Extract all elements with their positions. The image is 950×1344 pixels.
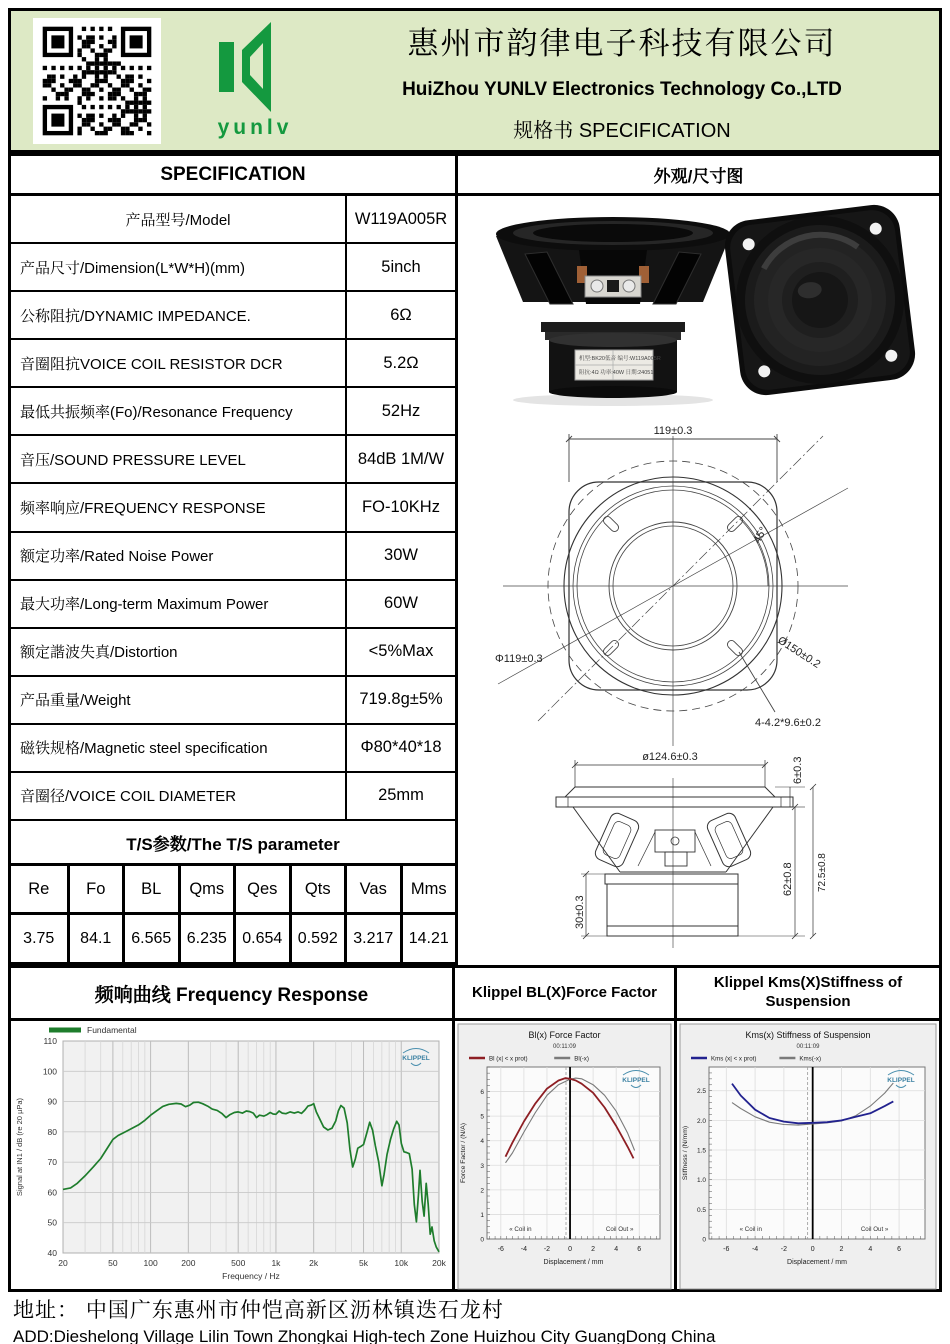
speaker-front-photo — [722, 202, 918, 398]
svg-text:2: 2 — [480, 1187, 484, 1195]
ts-value-cell: 6.565 — [122, 915, 178, 962]
svg-text:0: 0 — [480, 1236, 484, 1244]
svg-text:-2: -2 — [780, 1246, 787, 1253]
svg-text:1: 1 — [480, 1211, 484, 1219]
ts-header-cell: Re — [11, 866, 67, 915]
spec-row-value: 719.8g±5% — [359, 690, 443, 709]
speaker-logo-icon — [209, 22, 301, 114]
svg-text:1k: 1k — [271, 1258, 281, 1268]
svg-text:100: 100 — [143, 1258, 158, 1268]
spec-row-label: 产品型号/Model — [11, 196, 347, 242]
header — [8, 8, 942, 153]
svg-text:10k: 10k — [394, 1258, 409, 1268]
svg-text:200: 200 — [181, 1258, 196, 1268]
ts-value-cell: 0.654 — [233, 915, 289, 962]
speaker-side-photo — [496, 217, 730, 406]
svg-text:70: 70 — [47, 1157, 57, 1168]
dim-outer-label: Ø150±0.2 — [775, 634, 823, 671]
ts-header-cell: Qms — [178, 866, 234, 915]
svg-text:0: 0 — [702, 1236, 706, 1244]
svg-text:1.0: 1.0 — [696, 1177, 706, 1185]
svg-text:4: 4 — [868, 1246, 873, 1253]
spec-table-title: SPECIFICATION — [11, 156, 455, 196]
dim-flange-label: 6±0.3 — [792, 756, 804, 784]
spec-row — [11, 292, 455, 340]
dim-bolt-circle-label: Φ119±0.3 — [495, 653, 543, 665]
svg-text:80: 80 — [47, 1126, 57, 1137]
svg-text:1.5: 1.5 — [696, 1147, 706, 1155]
spec-row-value: 30W — [384, 546, 418, 565]
svg-text:500: 500 — [231, 1258, 246, 1268]
spec-row-label: 音压/SOUND PRESSURE LEVEL — [11, 436, 347, 482]
dim-diameter-label: ø124.6±0.3 — [642, 751, 698, 763]
svg-text:0: 0 — [568, 1246, 572, 1253]
svg-text:KLIPPEL: KLIPPEL — [402, 1055, 430, 1062]
ts-value-row — [11, 915, 455, 962]
svg-text:4: 4 — [480, 1138, 484, 1146]
svg-text:-2: -2 — [543, 1246, 551, 1253]
svg-text:90: 90 — [47, 1096, 57, 1107]
spec-row — [11, 196, 455, 244]
dim-magnet-label: 30±0.3 — [574, 895, 586, 929]
spec-row-value: 6Ω — [390, 305, 412, 324]
spec-row-label: 产品尺寸/Dimension(L*W*H)(mm) — [11, 244, 347, 290]
svg-text:Kms(-x): Kms(-x) — [799, 1055, 822, 1063]
svg-text:Stiffness / (N/mm): Stiffness / (N/mm) — [682, 1125, 689, 1181]
svg-text:KLIPPEL: KLIPPEL — [887, 1077, 915, 1084]
svg-text:0.5: 0.5 — [696, 1206, 706, 1214]
svg-text:« Coil in: « Coil in — [509, 1226, 532, 1233]
spec-row-value: 5.2Ω — [383, 353, 419, 372]
appearance-title: 外观/尺寸图 — [458, 156, 939, 196]
address-footer — [13, 1294, 715, 1344]
dim-width-label: 119±0.3 — [653, 425, 693, 437]
spec-row — [11, 581, 455, 629]
svg-text:Displacement / mm: Displacement / mm — [543, 1259, 604, 1266]
spec-row-label: 最大功率/Long-term Maximum Power — [11, 581, 347, 627]
svg-text:3: 3 — [480, 1162, 484, 1170]
svg-text:-4: -4 — [751, 1246, 759, 1253]
address-cn: 地址： 中国广东惠州市仲恺高新区沥林镇迭石龙村 — [13, 1299, 504, 1322]
svg-text:2: 2 — [839, 1246, 844, 1253]
svg-text:2.0: 2.0 — [696, 1117, 706, 1125]
ts-value-cell: 14.21 — [400, 915, 456, 962]
spec-row-label: 磁铁规格/Magnetic steel specification — [11, 725, 347, 771]
ts-header-row — [11, 866, 455, 915]
svg-text:40: 40 — [47, 1248, 57, 1258]
kms-stiffness-panel — [674, 965, 942, 1292]
frequency-response-panel — [8, 965, 455, 1292]
svg-text:2.5: 2.5 — [696, 1088, 706, 1096]
bl-force-factor-chart — [455, 1021, 674, 1297]
svg-text:00:11:09: 00:11:09 — [796, 1044, 820, 1050]
spec-row-label: 产品重量/Weight — [11, 677, 347, 723]
frequency-response-title: 频响曲线 Frequency Response — [11, 968, 452, 1021]
spec-row — [11, 533, 455, 581]
photo-label-line1: 机型:BK20低音 编号:W119A005R — [579, 356, 661, 362]
svg-text:Kms(x) Stiffness of Suspension: Kms(x) Stiffness of Suspension — [745, 1030, 871, 1040]
frequency-response-chart — [11, 1021, 452, 1297]
appearance-content — [458, 196, 939, 966]
header-titles — [335, 18, 939, 143]
company-name-cn: 惠州市韵律电子科技有限公司 — [407, 26, 837, 61]
ts-value-cell: 6.235 — [178, 915, 234, 962]
svg-text:« Coil in: « Coil in — [739, 1226, 762, 1233]
ts-value-cell: 84.1 — [67, 915, 123, 962]
spec-row-label: 额定諧波失真/Distortion — [11, 629, 347, 675]
spec-row-value: FO-10KHz — [362, 498, 440, 516]
ts-header-cell: Qes — [233, 866, 289, 915]
svg-text:Force Factor / (N/A): Force Factor / (N/A) — [460, 1122, 467, 1184]
svg-text:Coil Out »: Coil Out » — [860, 1226, 889, 1233]
spec-row — [11, 388, 455, 436]
side-dimension-drawing — [556, 751, 828, 948]
svg-text:KLIPPEL: KLIPPEL — [622, 1077, 650, 1084]
spec-row — [11, 677, 455, 725]
bl-force-factor-title: Klippel BL(X)Force Factor — [455, 968, 674, 1021]
qr-code — [33, 18, 161, 144]
company-name-en: HuiZhou YUNLV Electronics Technology Co.,LTD — [402, 79, 842, 100]
kms-stiffness-title: Klippel Kms(X)Stiffness of Suspension — [677, 968, 939, 1021]
svg-text:-6: -6 — [497, 1246, 504, 1253]
spec-row — [11, 773, 455, 821]
svg-text:0: 0 — [810, 1246, 815, 1253]
spec-row-label: 额定功率/Rated Noise Power — [11, 533, 347, 579]
logo-text: yunlv — [217, 115, 293, 139]
ts-header-cell: BL — [122, 866, 178, 915]
appearance-column — [458, 156, 939, 962]
spec-row-value: 84dB 1M/W — [357, 449, 445, 468]
svg-text:Fundamental: Fundamental — [87, 1025, 137, 1035]
svg-text:5k: 5k — [359, 1258, 369, 1268]
address-en: ADD:Dieshelong Village Lilin Town Zhongkai High-tech Zone Huizhou City GuangDong China — [13, 1327, 716, 1344]
svg-text:6: 6 — [897, 1246, 902, 1253]
svg-text:4: 4 — [614, 1246, 619, 1253]
svg-text:2: 2 — [591, 1246, 596, 1253]
ts-table-title: T/S参数/The T/S parameter — [11, 821, 455, 866]
bl-force-factor-panel — [452, 965, 677, 1292]
svg-text:00:11:09: 00:11:09 — [553, 1044, 576, 1050]
dim-holes-label: 4-4.2*9.6±0.2 — [755, 717, 821, 729]
spec-row-label: 最低共振频率(Fo)/Resonance Frequency — [11, 388, 347, 434]
spec-row-label: 公称阻抗/DYNAMIC IMPEDANCE. — [11, 292, 347, 338]
spec-row-label: 音圈阻抗VOICE COIL RESISTOR DCR — [11, 340, 347, 386]
svg-text:5: 5 — [480, 1113, 484, 1121]
svg-text:Coil Out »: Coil Out » — [605, 1226, 634, 1233]
svg-text:Bl (x| < x prot): Bl (x| < x prot) — [489, 1055, 528, 1063]
spec-row — [11, 244, 455, 292]
svg-text:20: 20 — [58, 1258, 68, 1268]
svg-text:2k: 2k — [309, 1258, 319, 1268]
spec-row-value: W119A005R — [354, 209, 448, 228]
ts-header-cell: Fo — [67, 866, 123, 915]
svg-text:-4: -4 — [520, 1246, 528, 1253]
svg-text:50: 50 — [47, 1217, 57, 1228]
main-table — [8, 153, 942, 965]
appearance-drawings — [458, 196, 939, 961]
svg-text:Kms (x| < x prot): Kms (x| < x prot) — [711, 1055, 757, 1063]
kms-stiffness-chart — [677, 1021, 939, 1297]
ts-header-cell: Qts — [289, 866, 345, 915]
spec-row — [11, 484, 455, 532]
dim-depth-label: 62±0.8 — [782, 862, 794, 896]
spec-row-value: 5inch — [381, 257, 421, 276]
spec-row — [11, 629, 455, 677]
ts-value-cell: 0.592 — [289, 915, 345, 962]
ts-value-cell: 3.217 — [344, 915, 400, 962]
charts-row — [8, 965, 942, 1292]
svg-text:Displacement / mm: Displacement / mm — [787, 1259, 847, 1266]
specification-column — [11, 156, 458, 962]
spec-row-value: Φ80*40*18 — [360, 738, 442, 757]
svg-text:6: 6 — [480, 1089, 484, 1097]
spec-row-value: 25mm — [378, 786, 424, 805]
photo-label-line2: 阻抗:4Ω 功率:40W 日期:24051 — [579, 370, 654, 376]
dim-total-label: 72.5±0.8 — [817, 853, 828, 892]
svg-text:110: 110 — [43, 1036, 57, 1046]
front-dimension-drawing — [495, 425, 848, 746]
spec-row-label: 音圈径/VOICE COIL DIAMETER — [11, 773, 347, 819]
svg-text:Frequency / Hz: Frequency / Hz — [222, 1271, 280, 1281]
svg-text:100: 100 — [42, 1066, 57, 1077]
spec-rows — [11, 196, 455, 821]
spec-row-value: <5%Max — [368, 642, 434, 661]
spec-row — [11, 436, 455, 484]
spec-row-label: 频率响应/FREQUENCY RESPONSE — [11, 484, 347, 530]
svg-text:Bl(-x): Bl(-x) — [574, 1055, 589, 1063]
spec-row — [11, 725, 455, 773]
svg-text:6: 6 — [637, 1246, 642, 1253]
spec-row-value: 60W — [384, 594, 418, 613]
spec-row-value: 52Hz — [381, 401, 421, 420]
spec-row — [11, 340, 455, 388]
svg-text:-6: -6 — [723, 1246, 730, 1253]
doc-type-title: 规格书 SPECIFICATION — [513, 120, 731, 142]
svg-text:20k: 20k — [432, 1258, 446, 1268]
svg-text:50: 50 — [108, 1258, 118, 1268]
svg-text:Bl(x) Force Factor: Bl(x) Force Factor — [528, 1030, 601, 1040]
ts-value-cell: 3.75 — [23, 929, 55, 947]
ts-header-cell: Mms — [400, 866, 456, 915]
svg-text:Signal at IN1 / dB (re 20 µPa): Signal at IN1 / dB (re 20 µPa) — [15, 1097, 24, 1197]
ts-header-cell: Vas — [344, 866, 400, 915]
company-logo — [175, 22, 335, 140]
dim-angle-label: 45° — [751, 525, 770, 546]
svg-text:60: 60 — [47, 1187, 57, 1198]
